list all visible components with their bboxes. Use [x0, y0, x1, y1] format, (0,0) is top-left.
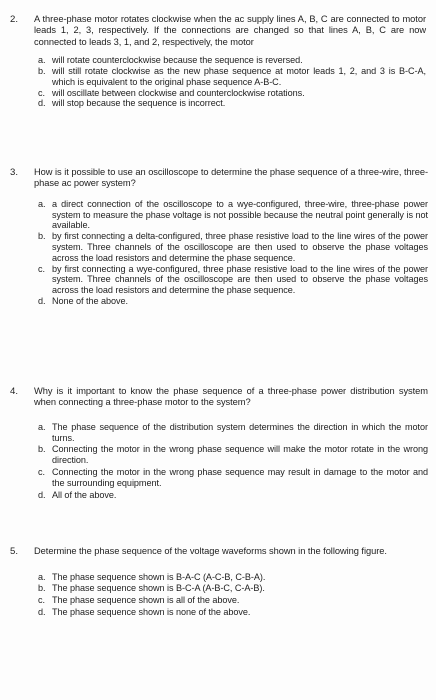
option-letter: b. [38, 66, 46, 77]
option-item[interactable] [38, 88, 428, 99]
option-item[interactable] [38, 583, 428, 594]
option-text: All of the above. [52, 489, 117, 500]
question-number: 4. [10, 386, 19, 397]
option-letter: b. [38, 583, 46, 594]
option-item[interactable] [38, 264, 428, 296]
option-letter: a. [38, 571, 46, 582]
option-text: by first connecting a wye-configured, three phase resistive load to the line wires of the power system. Three channels of the oscilloscope are then used to observe the phase voltages across the load resistors and determine the phase sequence. [52, 263, 428, 296]
option-item[interactable] [38, 98, 428, 109]
option-letter: a. [38, 55, 46, 66]
option-list [10, 572, 428, 618]
option-text: The phase sequence shown is all of the above. [52, 595, 240, 606]
option-text: will rotate counterclockwise because the sequence is reversed. [52, 55, 303, 66]
option-text: The phase sequence of the distribution system determines the direction in which the motor turns. [52, 421, 428, 443]
option-text: The phase sequence shown is B-C-A (A-B-C, C-A-B). [52, 583, 265, 594]
option-letter: a. [38, 198, 46, 209]
option-letter: c. [38, 595, 46, 606]
option-list [10, 422, 428, 501]
option-letter: c. [38, 263, 46, 274]
option-letter: d. [38, 295, 46, 306]
option-letter: d. [38, 489, 46, 500]
option-item[interactable] [38, 55, 428, 66]
option-text: will stop because the sequence is incorrect. [52, 98, 226, 109]
option-text: Connecting the motor in the wrong phase sequence will make the motor rotate in the wrong direction. [52, 444, 428, 466]
option-letter: a. [38, 421, 46, 432]
option-item[interactable] [38, 66, 428, 88]
option-text: The phase sequence shown is none of the above. [52, 606, 251, 617]
option-text: will still rotate clockwise as the new phase sequence at motor leads 1, 2, and 3 is B-C-A, which is equivalent to the original phase sequence A-B-C. [52, 66, 426, 87]
question-number: 3. [10, 167, 19, 178]
option-item[interactable] [38, 467, 428, 489]
question-2 [10, 14, 428, 109]
question-number: 2. [10, 14, 19, 25]
option-text: None of the above. [52, 295, 128, 306]
question-3 [10, 167, 428, 307]
option-item[interactable] [38, 199, 428, 231]
option-text: a direct connection of the oscilloscope to a wye-configured, three-wire, three-phase power system to measure the phase voltage is not possible because the neutral point generally is not available. [52, 198, 428, 231]
question-number: 5. [10, 546, 19, 557]
option-letter: c. [38, 87, 46, 98]
option-item[interactable] [38, 572, 428, 583]
option-item[interactable] [38, 607, 428, 618]
option-text: will oscillate between clockwise and counterclockwise rotations. [52, 87, 305, 98]
option-item[interactable] [38, 444, 428, 466]
option-text: Connecting the motor in the wrong phase sequence may result in damage to the motor and the surrounding equipment. [52, 467, 428, 488]
option-item[interactable] [38, 296, 428, 307]
question-text: A three-phase motor rotates clockwise when the ac supply lines A, B, C are connected to motor leads 1, 2, 3, respectively. If the connections are changed so that lines A, B, C are now connected to leads 3, 1, and 2, respectively, the motor [34, 14, 426, 47]
question-5 [10, 546, 428, 619]
option-letter: d. [38, 98, 46, 109]
option-letter: c. [38, 467, 46, 477]
option-letter: b. [38, 231, 46, 242]
option-text: The phase sequence shown is B-A-C (A-C-B, C-B-A). [52, 571, 266, 582]
option-letter: b. [38, 444, 46, 455]
option-item[interactable] [38, 490, 428, 501]
option-item[interactable] [38, 595, 428, 606]
option-text: by first connecting a delta-configured, three phase resistive load to the line wires of the power system. Three channels of the oscilloscope are then used to observe the phase voltages across the load resistors and determine the phase sequence. [52, 231, 428, 263]
question-4 [10, 386, 428, 501]
option-item[interactable] [38, 231, 428, 263]
question-text: Determine the phase sequence of the voltage waveforms shown in the following figure. [34, 546, 387, 556]
option-list [10, 55, 428, 109]
option-letter: d. [38, 606, 46, 617]
question-text: Why is it important to know the phase sequence of a three-phase power distribution system when connecting a three-phase motor to the system? [34, 386, 428, 408]
option-list [10, 199, 428, 307]
question-text: How is it possible to use an oscilloscope to determine the phase sequence of a three-wire, three-phase ac power system? [34, 167, 428, 189]
option-item[interactable] [38, 422, 428, 444]
